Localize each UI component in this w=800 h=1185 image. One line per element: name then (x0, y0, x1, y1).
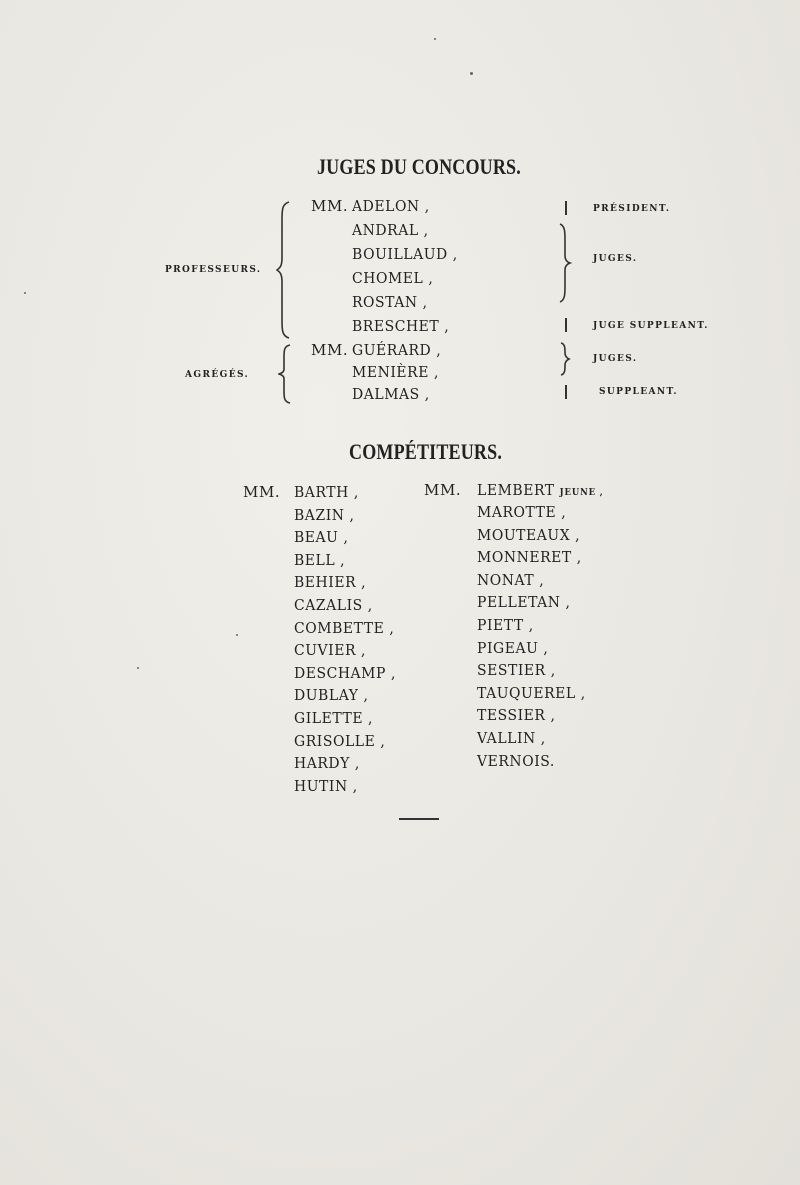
agrege-name: GUÉRARD , (352, 341, 442, 359)
professeurs-label: PROFESSEURS. (165, 265, 262, 275)
competitor-name: BAZIN , (294, 505, 355, 524)
competitor-name: PIGEAU , (477, 638, 549, 657)
competitor-name: LEMBERT (477, 481, 555, 499)
competitor-lembert (477, 481, 604, 499)
agrege-name: DALMAS , (352, 385, 430, 403)
competitor-name: CAZALIS , (294, 596, 373, 614)
professeur-name: BOUILLAUD , (352, 245, 458, 263)
competitor-name: PELLETAN , (477, 593, 571, 612)
role-juge-suppleant: JUGE SUPPLEANT. (593, 321, 709, 331)
judges-mm: MM. (311, 197, 349, 215)
competitor-name: NONAT , (477, 570, 545, 589)
juges-brace (558, 222, 572, 304)
competitors-mm-right: MM. (424, 481, 462, 499)
paper-speck (434, 38, 436, 40)
role-suppleant: SUPPLEANT. (599, 387, 678, 397)
competitors-mm-left: MM. (243, 483, 281, 501)
competitor-suffix: JEUNE , (559, 488, 604, 498)
role-juges: JUGES. (593, 254, 638, 264)
competitor-name: VALLIN , (477, 729, 546, 747)
suppleant-bar (565, 385, 567, 399)
competitor-name: SESTIER , (477, 661, 556, 680)
competitor-name: VERNOIS. (477, 751, 555, 770)
president-bar (565, 201, 567, 215)
agreges-brace (278, 343, 292, 405)
paper-speck (236, 634, 238, 636)
competitor-name: BARTH , (294, 483, 359, 501)
closing-rule (399, 818, 439, 820)
agreges-label: AGRÉGÉS. (185, 370, 250, 380)
professeur-name: BRESCHET , (352, 317, 450, 335)
agrege-name: MENIÈRE , (352, 363, 439, 381)
competitor-name: BEHIER , (294, 573, 367, 592)
competitor-name: COMBETTE , (294, 618, 395, 637)
paper-speck (470, 72, 473, 75)
paper-speck (137, 667, 139, 669)
role-juges-agreges: JUGES. (593, 354, 638, 364)
competitor-name: CUVIER , (294, 641, 367, 660)
role-president: PRÉSIDENT. (593, 204, 671, 214)
professeurs-brace (276, 200, 292, 340)
paper-speck (24, 292, 26, 294)
agreges-mm: MM. (311, 341, 349, 359)
competitor-name: DUBLAY , (294, 686, 369, 705)
competitor-name: PIETT , (477, 616, 534, 634)
professeur-name: ROSTAN , (352, 293, 428, 311)
competitor-name: BELL , (294, 550, 346, 569)
competitor-name: TESSIER , (477, 706, 556, 725)
competitor-name: MAROTTE , (477, 503, 567, 521)
judges-title: JUGES DU CONCOURS. (317, 154, 521, 179)
professeur-name: ANDRAL , (352, 221, 429, 239)
professeur-name: ADELON , (352, 197, 430, 215)
competitor-name: HARDY , (294, 754, 360, 773)
juges2-brace (558, 341, 572, 377)
competitor-name: DESCHAMP , (294, 663, 396, 682)
competitor-name: GRISOLLE , (294, 731, 386, 750)
competitor-name: MOUTEAUX , (477, 525, 581, 544)
competitor-name: HUTIN , (294, 776, 358, 795)
competitor-name: BEAU , (294, 528, 349, 547)
competitor-name: MONNERET , (477, 548, 582, 567)
juge-suppleant-bar (565, 318, 567, 332)
competitor-name: TAUQUEREL , (477, 683, 586, 702)
competitors-title: COMPÉTITEURS. (349, 439, 502, 464)
professeur-name: CHOMEL , (352, 269, 434, 287)
competitor-name: GILETTE , (294, 709, 374, 727)
